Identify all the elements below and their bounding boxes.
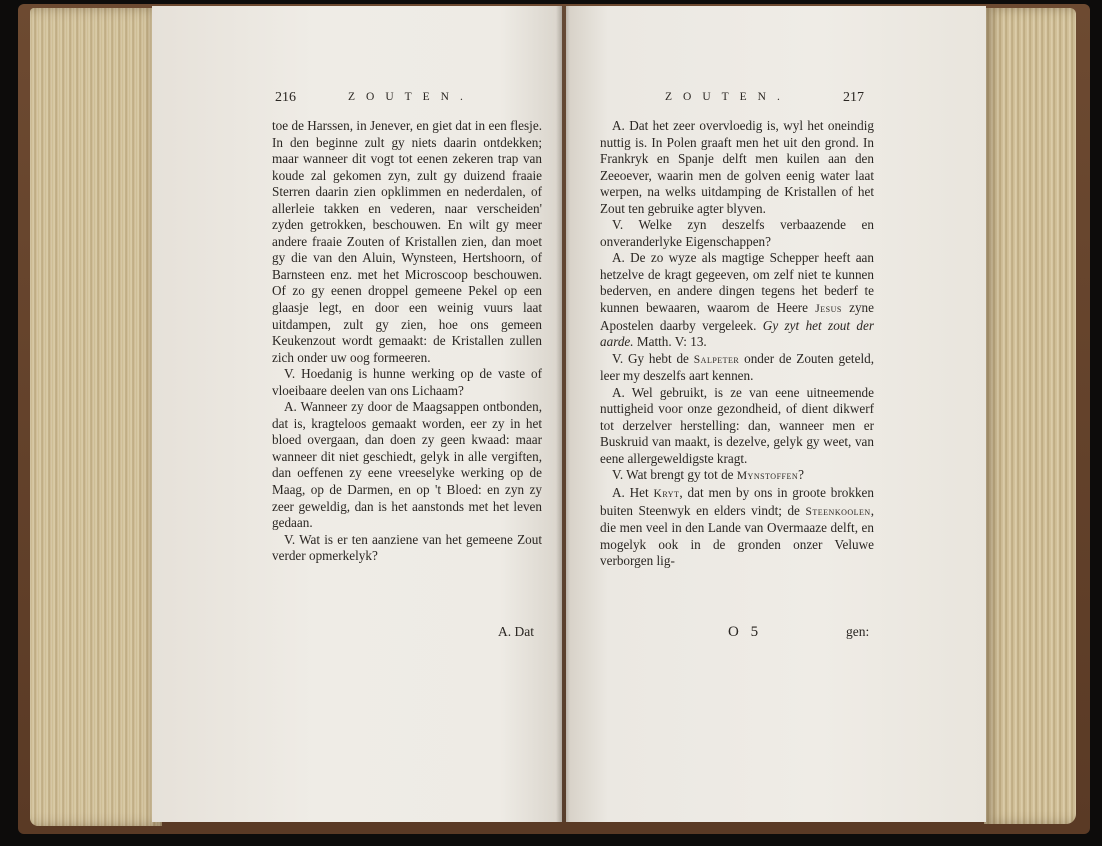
left-page-number: 216 bbox=[275, 90, 296, 105]
right-paragraph-4 bbox=[600, 351, 874, 385]
right-paragraph-4-text-b: onder de Zouten geteld, leer my deszelfs aart kennen. bbox=[600, 350, 874, 384]
right-paragraph-4-text-a: V. Gy hebt de bbox=[612, 350, 694, 366]
right-paragraph-6-text-b: ? bbox=[798, 467, 804, 483]
right-paragraph-1: A. Dat het zeer overvloedig is, wyl het oneindig nuttig is. In Polen graaft men het uit den grond. In Frankryk en Spanje delft men kuilen aan den Zeeoever, waarin men de golven eenig water laat werpen, na welks uitdamping de Kristallen of het Zout ten gebruike agter blyven. bbox=[600, 118, 874, 216]
salpeter-smallcaps: Salpeter bbox=[693, 353, 740, 366]
right-paragraph-7 bbox=[600, 485, 874, 570]
right-paragraph-7-text-c: , die men veel in den Lande van Overmaaze delft, en mogelyk ook in de gronden onzer Veluwe verborgen lig- bbox=[600, 502, 874, 569]
jesus-smallcaps: Jesus bbox=[815, 303, 842, 316]
mynstoffen-smallcaps: Mynstoffen bbox=[736, 470, 799, 483]
right-page-edges bbox=[984, 8, 1076, 824]
left-page-edges bbox=[30, 8, 162, 826]
right-paragraph-6-text-a: V. Wat brengt gy tot de bbox=[612, 467, 737, 483]
left-catchword: A. Dat bbox=[498, 624, 534, 639]
right-paragraph-7-text-a: A. Het bbox=[612, 485, 654, 501]
left-paragraph-3: A. Wanneer zy door de Maagsappen ontbonden, dat is, kragteloos gemaakt worden, eer zy in het bloed overgaan, dan doen zy geen kwaad: maar wanneer dit niet geschiedt, gelyk in alle vergiften, dan oeffenen zy eene vreeselyke werking op de Maag, op de Darmen, en op 't Bloed: en zyn zy zeer geweldig, dan is het aanstonds met het leven gedaan. bbox=[272, 399, 542, 531]
right-paragraph-7-text-b: , dat men by ons in groote brokken buiten Steenwyk en elders vindt; de bbox=[600, 485, 874, 518]
signature-mark: O 5 bbox=[728, 624, 763, 640]
right-paragraph-3 bbox=[600, 250, 874, 350]
right-paragraph-6 bbox=[600, 467, 874, 485]
left-page-header bbox=[275, 90, 475, 108]
kryt-smallcaps: Kryt bbox=[653, 488, 680, 501]
right-catchword: gen: bbox=[846, 624, 870, 639]
left-paragraph-4: V. Wat is er ten aanziene van het gemeene Zout verder opmerkelyk? bbox=[272, 531, 542, 564]
right-paragraph-5: A. Wel gebruikt, is ze van eene uitneemende nuttigheid voor onze gezondheid, of dient dikwerf tot derzelver herstelling: dan, wanneer men er Buskruid van maakt, is dezelve, gelyk gy weet, van eene allergeweldigste kragt. bbox=[600, 384, 874, 466]
left-paragraph-2: V. Hoedanig is hunne werking op de vaste of vloeibaare deelen van ons Lichaam? bbox=[272, 366, 542, 398]
steenkoolen-smallcaps: Steenkoolen bbox=[805, 505, 871, 518]
right-running-title: ZOUTEN. bbox=[665, 91, 791, 103]
scripture-quote: Gy zyt het zout der aarde. bbox=[600, 317, 874, 350]
right-paragraph-3-text-a: A. De zo wyze als magtige Schepper heeft aan hetzelve de kragt gegeeven, om zelf niet te kunnen bederven, en andere dingen tegens het bederf te kunnen bewaaren, waarom de Heere bbox=[600, 250, 874, 316]
right-page-header bbox=[665, 90, 870, 108]
left-page-text bbox=[272, 118, 542, 565]
book-gutter bbox=[556, 6, 570, 822]
right-paragraph-3-text-b: zyne Apostelen daarby vergeleek. bbox=[600, 300, 874, 333]
left-paragraph-1: toe de Harssen, in Jenever, en giet dat in een flesje. In den beginne zult gy niets daarin ontdekken; maar wanneer dit vogt tot eenen zekeren trap van koude zal gekomen zyn, zult gy duizend fraaie Sterren daarin zien opklimmen en nederdalen, of allerleie takken en vederen, naar verscheiden' zyden getrokken, beschouwen. En wilt gy meer andere fraaie Zouten of Kristallen zien, dan moet gy die van den Aluin, Wynsteen, Hertshoorn, of Barnsteen enz. met het Microscoop beschouwen. Of zo gy eenen droppel gemeene Pekel op een glaasje legt, en door een weinig vuurs laat uitdampen, zult gy zien, hoe ons gemeen Keukenzout wordt gemaakt: de Kristallen zullen zich onder uw oog formeeren. bbox=[272, 118, 542, 365]
scripture-reference: Matth. V: 13. bbox=[633, 334, 707, 350]
right-page-text bbox=[600, 118, 874, 570]
left-running-title: ZOUTEN. bbox=[348, 91, 474, 103]
right-page-number: 217 bbox=[843, 90, 864, 105]
right-paragraph-2: V. Welke zyn deszelfs verbaazende en onveranderlyke Eigenschappen? bbox=[600, 217, 874, 249]
